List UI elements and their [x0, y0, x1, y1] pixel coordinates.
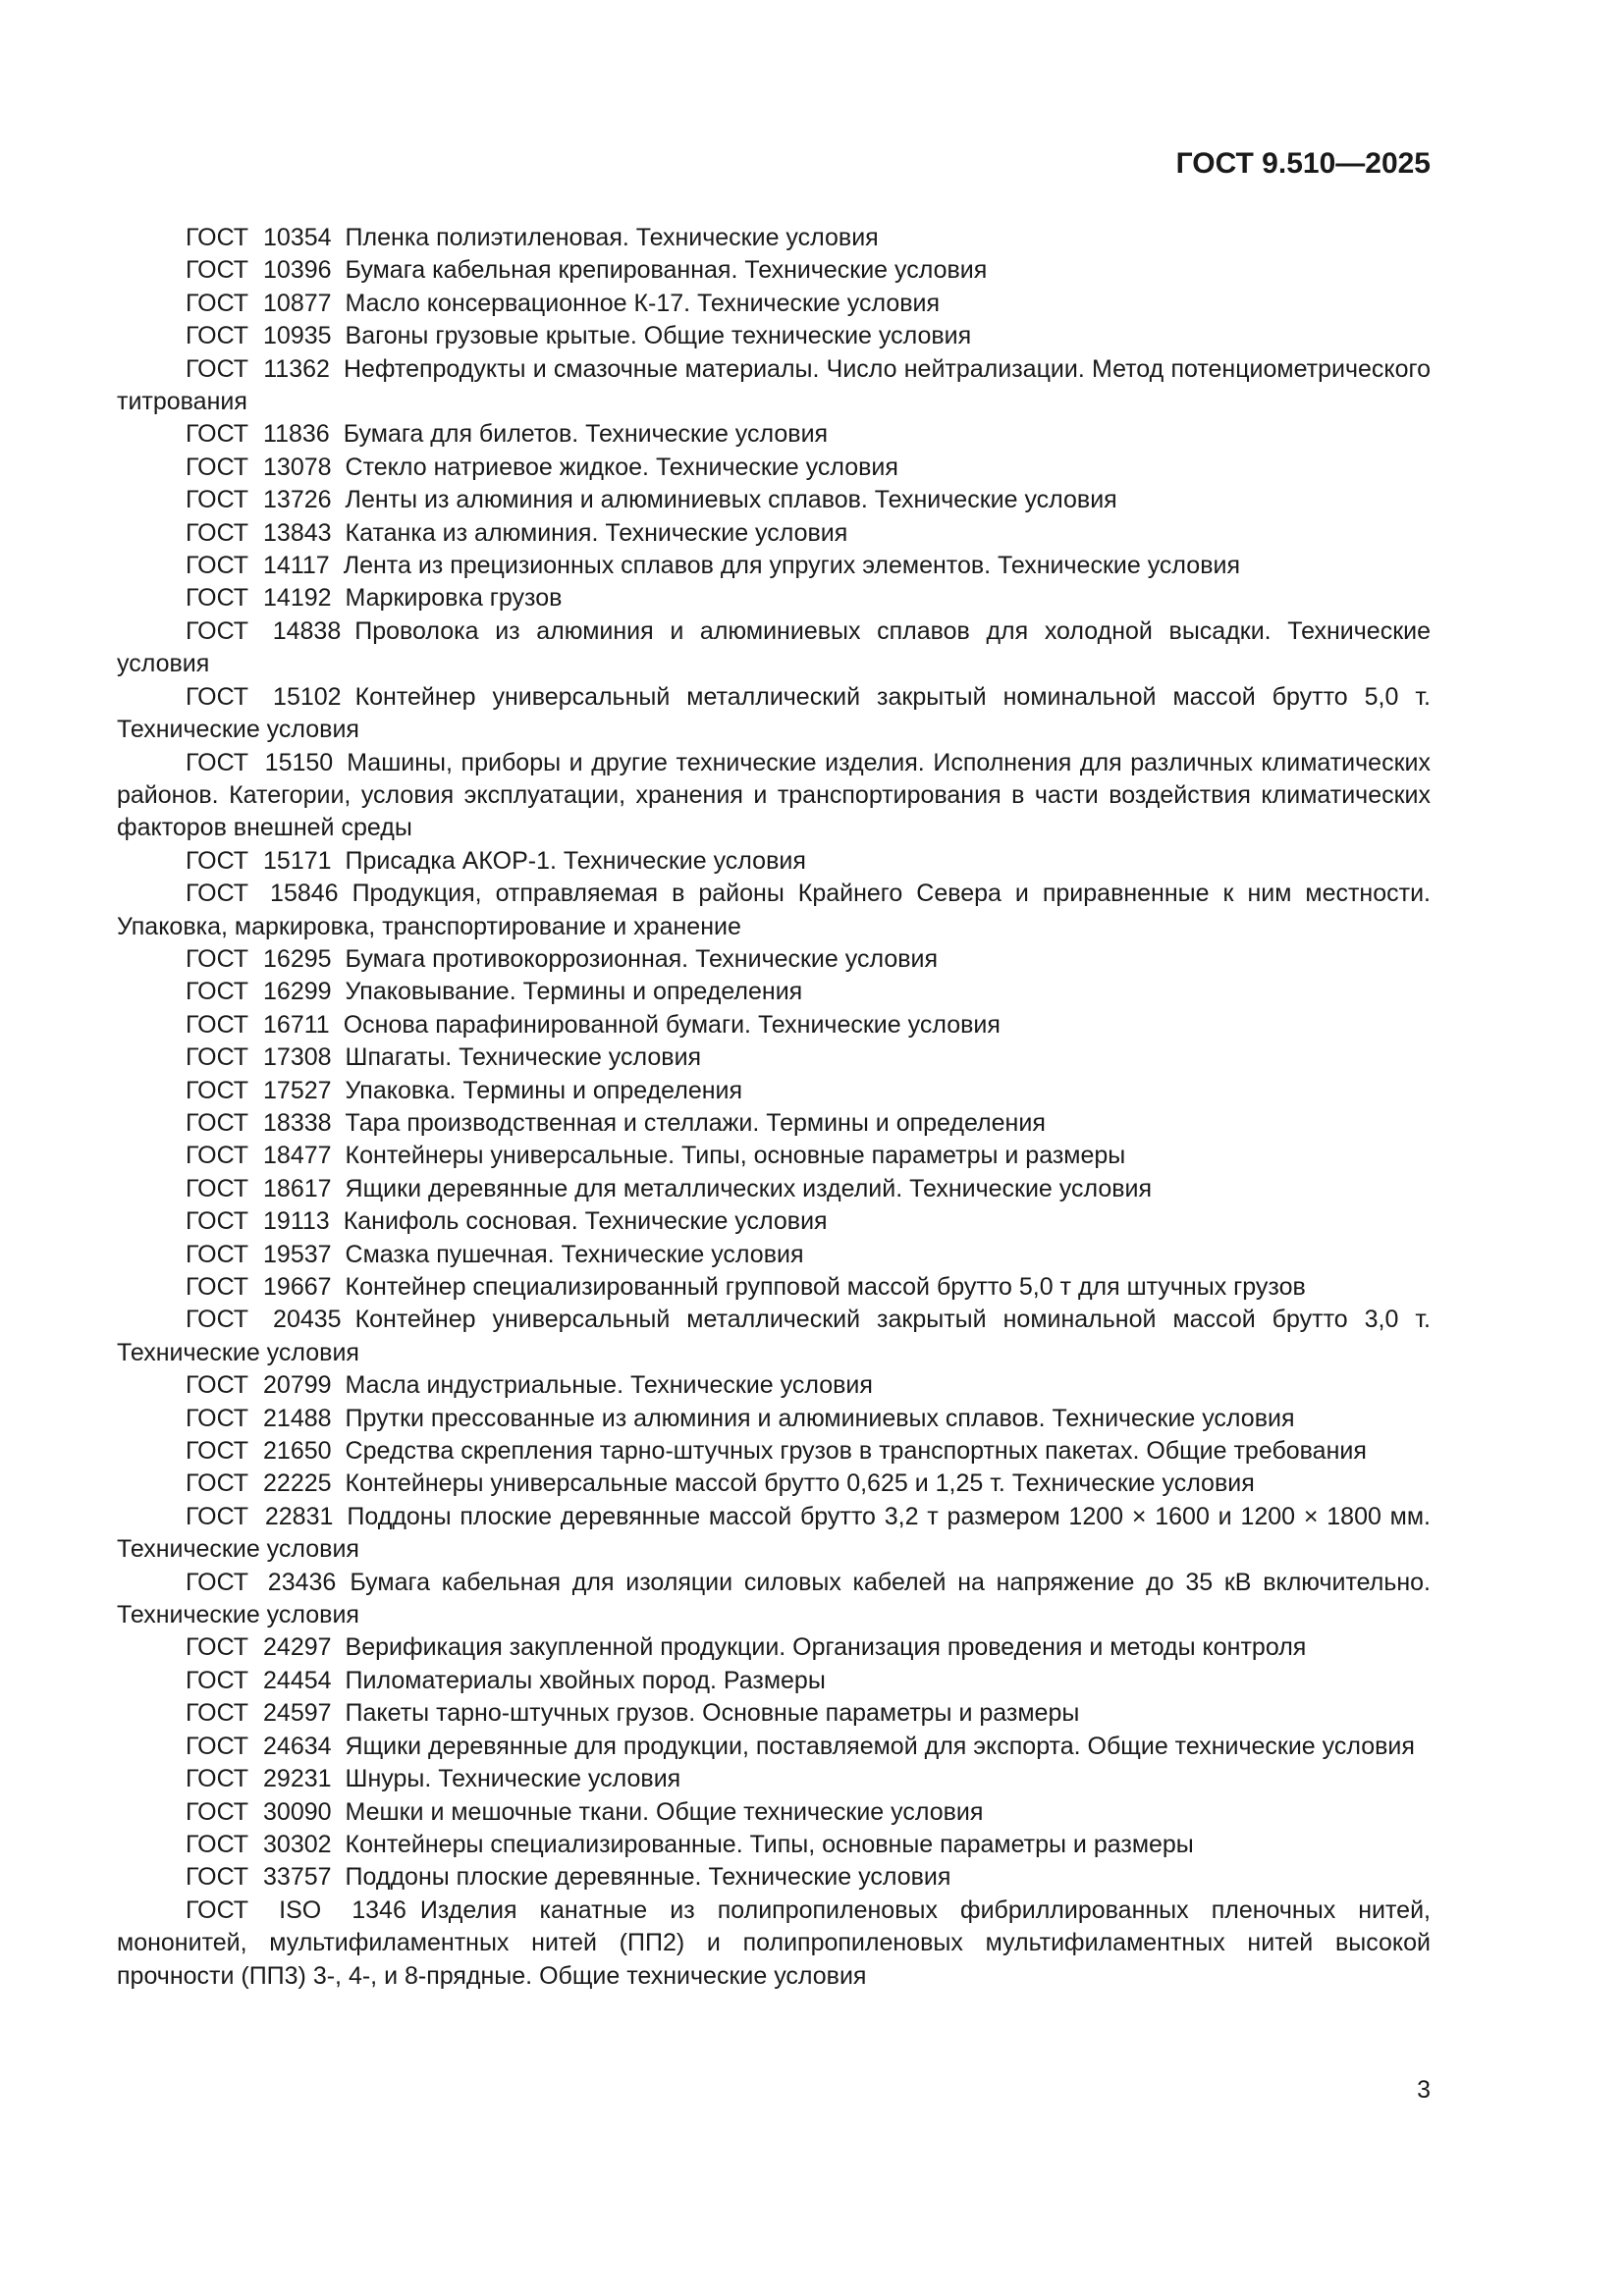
standard-code: ГОСТ 10396: [186, 256, 332, 285]
reference-entry: [117, 1861, 1431, 1894]
reference-entry: [117, 976, 1431, 1008]
standard-title: Машины, приборы и другие технические изделия. Исполнения для различных климатических районов. Категории, условия эксплуатации, хранения и транспортирования в части воздействия климатических факторов внешней среды: [117, 748, 1431, 842]
standard-code: ГОСТ 15846: [186, 880, 339, 908]
standard-title: Вагоны грузовые крытые. Общие технические условия: [345, 322, 972, 350]
reference-entry: [117, 1369, 1431, 1402]
standard-code: ГОСТ 21650: [186, 1437, 332, 1466]
standard-code: ГОСТ 17308: [186, 1043, 332, 1072]
reference-entry: [117, 320, 1431, 352]
standard-code: ГОСТ 13843: [186, 518, 332, 547]
reference-entry: [117, 681, 1431, 747]
reference-entry: [117, 1665, 1431, 1697]
standard-title: Упаковка. Термины и определения: [345, 1076, 743, 1104]
reference-entry: [117, 1140, 1431, 1172]
standard-code: ГОСТ 22225: [186, 1469, 332, 1498]
reference-entry: [117, 615, 1431, 681]
standard-title: Поддоны плоские деревянные массой брутто 3,2 т размером 1200 × 1600 и 1200 × 1800 мм. Технические условия: [117, 1502, 1431, 1564]
standard-title: Масло консервационное К-17. Технические условия: [345, 289, 941, 317]
standard-title: Контейнеры универсальные массой брутто 0,625 и 1,25 т. Технические условия: [345, 1469, 1255, 1498]
standard-code: ГОСТ 20799: [186, 1371, 332, 1400]
standard-title: Пакеты тарно-штучных грузов. Основные параметры и размеры: [345, 1699, 1080, 1728]
standard-title: Бумага противокоррозионная. Технические условия: [345, 944, 939, 973]
standard-title: Основа парафинированной бумаги. Технические условия: [343, 1010, 1001, 1039]
standard-title: Изделия канатные из полипропиленовых фибриллированных пленочных нитей, мононитей, мультифиламентных нитей (ПП2) и полипропиленовых мультифиламентных нитей высокой прочности (ПП3) 3-, 4-, и 8-прядные. Общие технические условия: [117, 1896, 1431, 1990]
doc-designation: ГОСТ 9.510—2025: [1175, 147, 1431, 180]
standard-title: Масла индустриальные. Технические условия: [345, 1371, 873, 1400]
standard-title: Ленты из алюминия и алюминиевых сплавов. Технические условия: [345, 486, 1117, 514]
reference-entry: [117, 1501, 1431, 1567]
standard-code: ГОСТ 20435: [186, 1306, 342, 1334]
reference-entry: [117, 1631, 1431, 1664]
page-number: 3: [1417, 2076, 1431, 2104]
reference-entry: [117, 1895, 1431, 1993]
standard-code: ГОСТ 23436: [186, 1568, 337, 1596]
standard-title: Средства скрепления тарно-штучных грузов в транспортных пакетах. Общие требования: [345, 1437, 1367, 1466]
standard-title: Прутки прессованные из алюминия и алюминиевых сплавов. Технические условия: [345, 1404, 1295, 1432]
reference-entry: [117, 1731, 1431, 1763]
standard-code: ГОСТ ISO 1346: [186, 1896, 406, 1924]
standard-code: ГОСТ 30302: [186, 1830, 332, 1858]
standard-title: Лента из прецизионных сплавов для упругих элементов. Технические условия: [343, 552, 1240, 580]
standard-code: ГОСТ 14192: [186, 584, 332, 613]
standard-title: Контейнеры специализированные. Типы, основные параметры и размеры: [345, 1830, 1194, 1858]
reference-entry: [117, 1697, 1431, 1730]
standard-code: ГОСТ 10935: [186, 322, 332, 350]
reference-entry: [117, 1075, 1431, 1107]
standard-title: Проволока из алюминия и алюминиевых сплавов для холодной высадки. Технические условия: [117, 616, 1431, 678]
reference-entry: [117, 1271, 1431, 1304]
standard-code: ГОСТ 10877: [186, 289, 332, 317]
reference-entry: [117, 582, 1431, 614]
reference-entry: [117, 1107, 1431, 1140]
standard-code: ГОСТ 24597: [186, 1699, 332, 1728]
standard-code: ГОСТ 19537: [186, 1240, 332, 1268]
standard-code: ГОСТ 24454: [186, 1666, 332, 1694]
standard-title: Шпагаты. Технические условия: [345, 1043, 702, 1072]
reference-entry: [117, 747, 1431, 845]
standard-code: ГОСТ 22831: [186, 1502, 334, 1530]
reference-entry: [117, 517, 1431, 550]
reference-entry: [117, 452, 1431, 484]
standard-code: ГОСТ 21488: [186, 1404, 332, 1432]
reference-entry: [117, 1435, 1431, 1468]
standard-code: ГОСТ 16711: [186, 1010, 330, 1039]
reference-entry: [117, 1763, 1431, 1795]
references-list: [117, 222, 1431, 1993]
standard-code: ГОСТ 30090: [186, 1797, 332, 1826]
reference-entry: [117, 254, 1431, 287]
reference-entry: [117, 1239, 1431, 1271]
standard-title: Присадка АКОР-1. Технические условия: [345, 846, 806, 875]
standard-code: ГОСТ 24297: [186, 1633, 332, 1662]
reference-entry: [117, 943, 1431, 976]
standard-code: ГОСТ 15150: [186, 748, 334, 776]
standard-title: Контейнер универсальный металлический закрытый номинальной массой брутто 3,0 т. Технические условия: [117, 1306, 1431, 1366]
standard-code: ГОСТ 14838: [186, 616, 342, 645]
standard-title: Маркировка грузов: [345, 584, 563, 613]
reference-entry: [117, 418, 1431, 451]
reference-entry: [117, 1009, 1431, 1041]
standard-code: ГОСТ 18617: [186, 1174, 332, 1202]
standard-title: Упаковывание. Термины и определения: [345, 978, 803, 1006]
reference-entry: [117, 878, 1431, 943]
standard-code: ГОСТ 16299: [186, 978, 332, 1006]
standard-code: ГОСТ 14117: [186, 552, 330, 580]
reference-entry: [117, 484, 1431, 516]
reference-entry: [117, 845, 1431, 878]
reference-entry: [117, 1173, 1431, 1205]
reference-entry: [117, 1567, 1431, 1632]
standard-code: ГОСТ 19667: [186, 1273, 332, 1301]
standard-title: Контейнеры универсальные. Типы, основные параметры и размеры: [345, 1142, 1126, 1170]
reference-entry: [117, 1304, 1431, 1369]
standard-code: ГОСТ 29231: [186, 1765, 332, 1793]
standard-title: Ящики деревянные для металлических изделий. Технические условия: [345, 1174, 1153, 1202]
standard-title: Шнуры. Технические условия: [345, 1765, 681, 1793]
reference-entry: [117, 1829, 1431, 1861]
standard-code: ГОСТ 16295: [186, 944, 332, 973]
standard-code: ГОСТ 24634: [186, 1732, 332, 1760]
standard-title: Верификация закупленной продукции. Организация проведения и методы контроля: [345, 1633, 1307, 1662]
standard-code: ГОСТ 18338: [186, 1108, 332, 1137]
reference-entry: [117, 1796, 1431, 1829]
standard-title: Продукция, отправляемая в районы Крайнего Севера и приравненные к ним местности. Упаковка, маркировка, транспортирование и хранение: [117, 880, 1431, 940]
standard-title: Катанка из алюминия. Технические условия: [345, 518, 848, 547]
standard-title: Бумага кабельная для изоляции силовых кабелей на напряжение до 35 кВ включительно. Технические условия: [117, 1568, 1431, 1629]
standard-title: Бумага для билетов. Технические условия: [343, 420, 829, 449]
standard-title: Нефтепродукты и смазочные материалы. Число нейтрализации. Метод потенциометрического титрования: [117, 354, 1432, 416]
standard-title: Пленка полиэтиленовая. Технические условия: [345, 224, 879, 251]
standard-code: ГОСТ 15102: [186, 682, 342, 711]
standard-code: ГОСТ 11362: [186, 354, 330, 383]
reference-entry: [117, 550, 1431, 582]
reference-entry: [117, 1041, 1431, 1074]
standard-title: Поддоны плоские деревянные. Технические условия: [345, 1863, 951, 1892]
standard-code: ГОСТ 13078: [186, 453, 332, 481]
standard-code: ГОСТ 19113: [186, 1207, 330, 1236]
reference-entry: [117, 1403, 1431, 1435]
page-header: [117, 146, 1431, 181]
standard-title: Бумага кабельная крепированная. Технические условия: [345, 256, 988, 285]
standard-title: Мешки и мешочные ткани. Общие технические условия: [345, 1797, 984, 1826]
standard-code: ГОСТ 13726: [186, 486, 332, 514]
reference-entry: [117, 222, 1431, 254]
standard-code: ГОСТ 10354: [186, 224, 332, 251]
standard-code: ГОСТ 33757: [186, 1863, 332, 1892]
reference-entry: [117, 288, 1431, 320]
standard-code: ГОСТ 18477: [186, 1142, 332, 1170]
standard-title: Канифоль сосновая. Технические условия: [343, 1207, 828, 1236]
reference-entry: [117, 353, 1431, 419]
standard-code: ГОСТ 15171: [186, 846, 332, 875]
reference-entry: [117, 1205, 1431, 1238]
standard-code: ГОСТ 17527: [186, 1076, 332, 1104]
standard-code: ГОСТ 11836: [186, 420, 330, 449]
standard-title: Стекло натриевое жидкое. Технические условия: [345, 453, 898, 481]
page-footer: [117, 2075, 1431, 2105]
standard-title: Смазка пушечная. Технические условия: [345, 1240, 804, 1268]
reference-entry: [117, 1468, 1431, 1500]
standard-title: Ящики деревянные для продукции, поставляемой для экспорта. Общие технические условия: [345, 1732, 1415, 1760]
standard-title: Тара производственная и стеллажи. Термины и определения: [345, 1108, 1046, 1137]
standard-title: Контейнер специализированный групповой массой брутто 5,0 т для штучных грузов: [345, 1273, 1306, 1301]
standard-title: Контейнер универсальный металлический закрытый номинальной массой брутто 5,0 т. Технические условия: [117, 682, 1431, 744]
standard-title: Пиломатериалы хвойных пород. Размеры: [345, 1666, 826, 1694]
